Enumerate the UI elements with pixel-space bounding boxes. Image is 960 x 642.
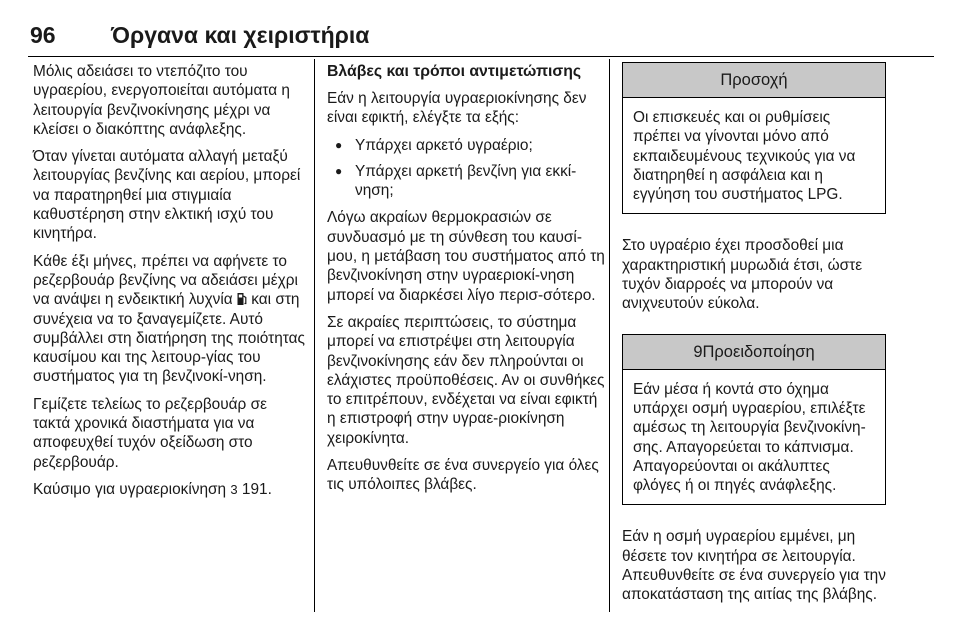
list-item: ● Υπάρχει αρκετό υγραέριο; xyxy=(327,136,607,155)
column-right xyxy=(622,62,886,613)
paragraph: Εάν η λειτουργία υγραεριοκίνησης δεν είναι εφικτή, ελέγξτε τα εξής: xyxy=(327,90,587,127)
chapter-title: Όργανα και χειριστήρια xyxy=(111,22,370,48)
column-divider-2 xyxy=(609,59,610,612)
paragraph: Γεμίζετε τελείως το ρεζερβουάρ σε τακτά χρονικά διαστήματα για να αποφευχθεί τυχόν οξείδωση στο ρεζερβουάρ. xyxy=(33,395,267,471)
section-heading: Βλάβες και τρόποι αντιμετώπισης xyxy=(327,63,582,80)
paragraph-text: Κάθε έξι μήνες, πρέπει να αφήνετε το ρεζερβουάρ βενζίνης να αδειάσει μέχρι να ανάψει η ενδεικτική λυχνία xyxy=(33,252,298,309)
column-divider-1 xyxy=(314,59,315,612)
warning-header xyxy=(623,335,885,370)
paragraph xyxy=(33,252,305,387)
column-left xyxy=(33,62,305,507)
paragraph: Στο υγραέριο έχει προσδοθεί μια χαρακτηριστική μυρωδιά έτσι, ώστε τυχόν διαρροές να μπορούν να ανιχνευτούν εύκολα. xyxy=(622,237,863,313)
paragraph: Απευθυνθείτε σε ένα συνεργείο για όλες τις υπόλοιπες βλάβες. xyxy=(327,457,599,494)
column-middle xyxy=(327,62,607,503)
warning-triangle-icon: 9 xyxy=(693,342,703,361)
paragraph: Όταν γίνεται αυτόματα αλλαγή μεταξύ λειτουργίας βενζίνης και αερίου, μπορεί να παρατηρηθεί μια στιγμιαία καθυστέρηση στην ελκτική ισχύ του κινητήρα. xyxy=(33,148,301,243)
page-reference[interactable]: 191. xyxy=(237,480,272,498)
right-arrow-icon[interactable]: 3 xyxy=(230,481,238,497)
paragraph: Λόγω ακραίων θερμοκρασιών σε συνδυασμό με τη σύνθεση του καυσί-μου, η μετάβαση του συστήματος από τη βενζινοκίνηση στην υγραεριοκί-νηση μπορεί να διαρκέσει λίγο περισ-σότερο. xyxy=(327,209,605,304)
caution-box xyxy=(622,62,886,214)
paragraph-text: και στη συνέχεια να το ξαναγεμίζετε. Αυτό συμβάλλει στη διατήρηση της ποιότητας καυσίμου και της λειτουρ-γίας του συστήματος για τη βενζινοκί-νηση. xyxy=(33,291,305,386)
list-item: ● Υπάρχει αρκετή βενζίνη για εκκί-νηση; xyxy=(327,162,607,201)
caution-text: Οι επισκευές και οι ρυθμίσεις πρέπει να γίνονται μόνο από εκπαιδευμένους τεχνικούς για να διατηρηθεί η ασφάλεια και η εγγύηση του συστήματος LPG. xyxy=(633,109,856,204)
header-rule xyxy=(28,56,934,57)
caution-title: Προσοχή xyxy=(623,63,885,98)
warning-title: Προειδοποίηση xyxy=(702,342,815,361)
page-number: 96 xyxy=(30,22,56,48)
page-header xyxy=(0,0,960,60)
paragraph: Εάν η οσμή υγραερίου εμμένει, μη θέσετε τον κινητήρα σε λειτουργία. Απευθυνθείτε σε ένα συνεργείο για την αποκατάσταση της αιτίας της βλάβης. xyxy=(622,528,886,604)
paragraph xyxy=(33,480,305,499)
fuel-pump-lamp-icon xyxy=(237,292,247,306)
paragraph: Μόλις αδειάσει το ντεπόζιτο του υγραερίου, ενεργοποιείται αυτόματα η λειτουργία βενζινοκίνησης μέχρι να κλείσει ο διακόπτης ανάφλεξης. xyxy=(33,63,290,138)
warning-text: Εάν μέσα ή κοντά στο όχημα υπάρχει οσμή υγραερίου, επιλέξτε αμέσως τη λειτουργία βενζινοκίνη-σης. Απαγορεύεται το κάπνισμα. Απαγορεύονται οι ακάλυπτες φλόγες ή οι πηγές ανάφλεξης. xyxy=(633,380,866,495)
paragraph-text: Καύσιμο για υγραεριοκίνηση xyxy=(33,480,231,498)
checklist xyxy=(327,136,607,201)
warning-box xyxy=(622,334,886,506)
paragraph: Σε ακραίες περιπτώσεις, το σύστημα μπορεί να επιστρέψει στη λειτουργία βενζινοκίνησης εάν δεν πληρούνται οι ελάχιστες προϋποθέσεις. Αν οι συνθήκες το επιτρέπουν, ενδέχεται να είναι εφικτή η επιστροφή στην υγραε-ριοκίνηση χειροκίνητα. xyxy=(327,313,605,447)
